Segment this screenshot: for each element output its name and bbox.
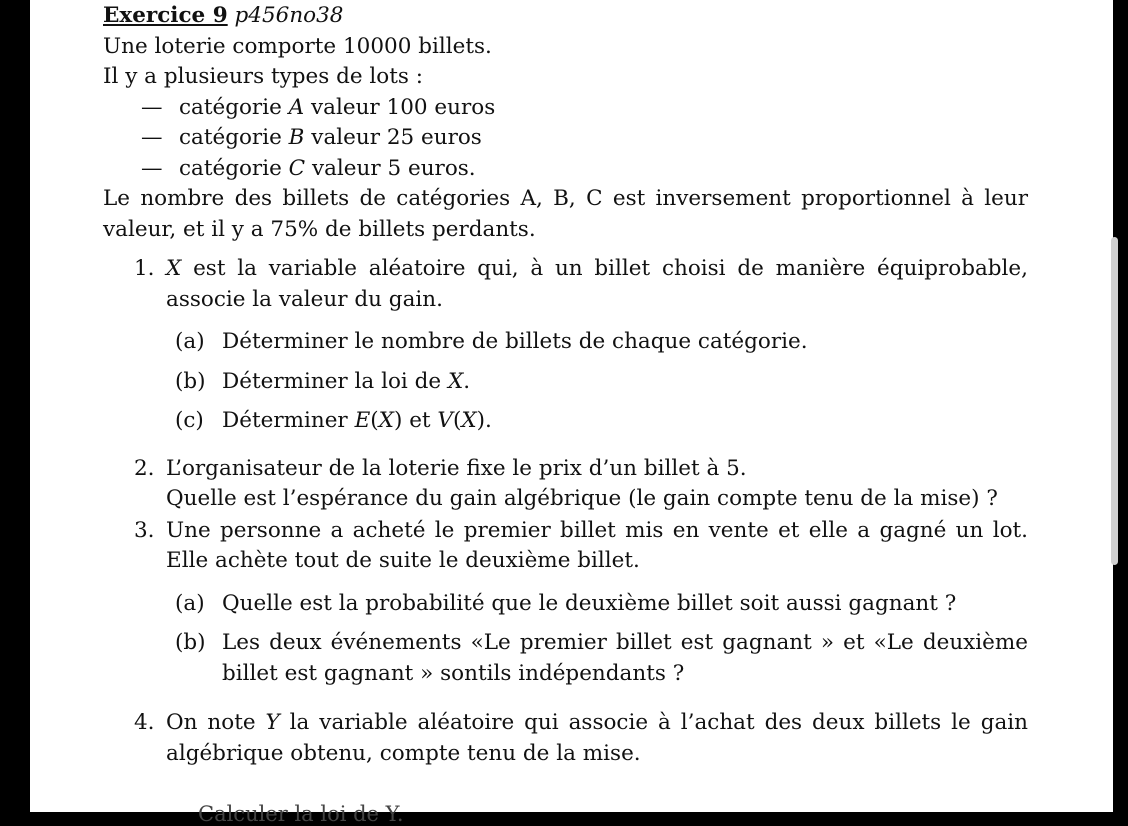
intro-line-1: Une loterie comporte 10000 billets.: [103, 33, 492, 59]
intro-line-2: Il y a plusieurs types de lots :: [103, 64, 423, 89]
question-2-line-1: L’organisateur de la loterie fixe le prix d’un billet à 5.: [166, 455, 747, 481]
category-list: [103, 93, 1028, 185]
question-2: 2. L’organisateur de la loterie fixe le prix d’un billet à 5. Quelle est l’espérance du gain algébrique (le gain compte tenu de la mise) ?: [103, 454, 1028, 515]
question-3-subparts: [166, 589, 1028, 690]
subquestion-1a: (a) Déterminer le nombre de billets de chaque catégorie.: [175, 329, 808, 354]
category-item: — catégorie A valeur 100 euros: [141, 94, 496, 120]
category-item: — catégorie B valeur 25 euros: [141, 125, 482, 150]
subquestion-3b: (b) Les deux événements «Le premier billet est gagnant » et «Le deuxième billet est gagnant » sontils indépendants ?: [175, 630, 1028, 686]
question-list: [103, 254, 1028, 769]
question-4-text: On note Y la variable aléatoire qui associe à l’achat des deux billets le gain algébrique obtenu, compte tenu de la mise.: [166, 710, 1028, 766]
category-item: — catégorie C valeur 5 euros.: [141, 155, 476, 181]
exercise-number: Exercice 9: [103, 3, 228, 28]
cut-off-line: Calculer la loi de Y.: [198, 802, 404, 826]
intro-paragraph: Le nombre des billets de catégories A, B, C est inversement proportionnel à leur valeur, et il y a 75% de billets perdants.: [103, 186, 1028, 242]
exercise-content: [103, 0, 1028, 769]
question-3-text: Une personne a acheté le premier billet mis en vente et elle a gagné un lot. Elle achète tout de suite le deuxième billet.: [166, 517, 1028, 573]
subquestion-1c: (c) Déterminer E(X) et V(X).: [175, 408, 492, 433]
subquestion-3a: (a) Quelle est la probabilité que le deuxième billet soit aussi gagnant ?: [175, 590, 957, 616]
exercise-title: [103, 1, 1028, 32]
exercise-reference: p456no38: [234, 3, 344, 28]
subquestion-1b: (b) Déterminer la loi de X.: [175, 368, 471, 394]
document-page: [30, 0, 1113, 826]
question-2-line-2: Quelle est l’espérance du gain algébrique (le gain compte tenu de la mise) ?: [166, 486, 998, 511]
question-1-text: X est la variable aléatoire qui, à un billet choisi de manière équiprobable, associe la valeur du gain.: [166, 256, 1028, 312]
question-1-subparts: [166, 327, 1028, 437]
question-4: 4. On note Y la variable aléatoire qui associe à l’achat des deux billets le gain algébrique obtenu, compte tenu de la mise.: [103, 708, 1028, 769]
question-1: 1. X est la variable aléatoire qui, à un billet choisi de manière équiprobable, associe la valeur du gain. (a) Déterminer le nombre de billets de chaque catégorie. (b) Déterminer la loi de X. (c) Déterminer E(X) et V(X).: [103, 254, 1028, 437]
question-3: 3. Une personne a acheté le premier billet mis en vente et elle a gagné un lot. Elle achète tout de suite le deuxième billet. (a) Quelle est la probabilité que le deuxième billet soit aussi gagnant ? (b) Les deux événements «Le premier billet est gagnant » et «Le deuxième billet est gagnant » sontils indépendants ?: [103, 516, 1028, 690]
scrollbar-thumb[interactable]: [1111, 237, 1118, 565]
